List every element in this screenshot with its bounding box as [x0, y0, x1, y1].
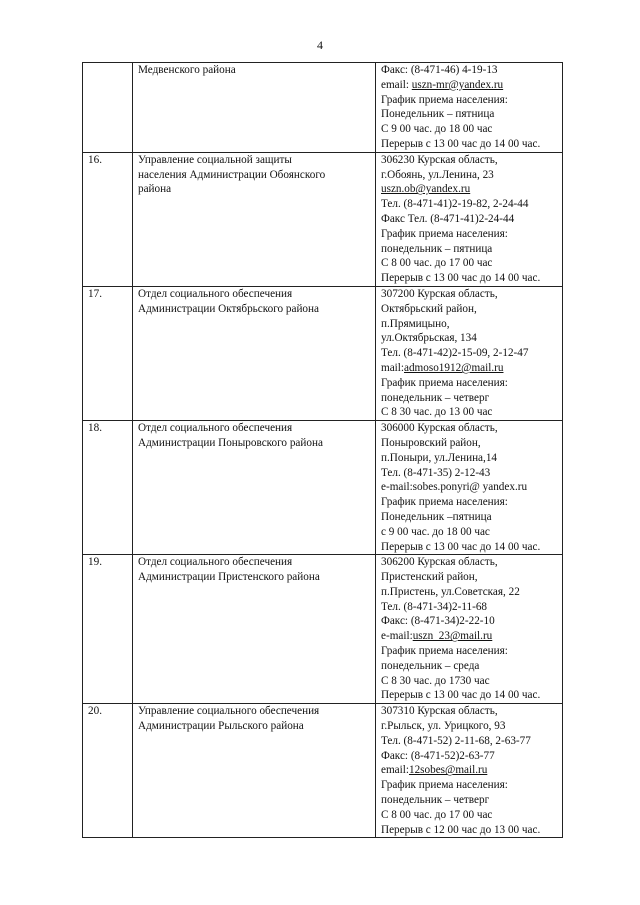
contact-line: п.Поныри, ул.Ленина,14	[381, 451, 498, 464]
office-name	[133, 704, 376, 838]
contact-line: Понедельник –пятница	[381, 510, 492, 523]
contact-line: Факс: (8-471-46) 4-19-13	[381, 64, 498, 76]
offices-table	[82, 62, 563, 838]
contact-line: 306230 Курская область,	[381, 153, 498, 166]
email-link[interactable]: uszn-mr@yandex.ru	[411, 78, 504, 91]
contact-line: понедельник – пятница	[381, 242, 493, 255]
contact-line: График приема населения:	[381, 645, 508, 658]
contact-line: e-mail:sobes.ponyri@ yandex.ru	[381, 481, 528, 494]
contact-line: С 8 30 час. до 1730 час	[381, 674, 490, 687]
contact-line: 306000 Курская область,	[381, 422, 498, 435]
contact-line: С 8 30 час. до 13 00 час	[381, 406, 493, 419]
contact-line: п.Прямицыно,	[381, 317, 450, 330]
row-number: 19.	[83, 555, 133, 704]
office-name	[133, 152, 376, 286]
contact-line: п.Пристень, ул.Советская, 22	[381, 585, 520, 598]
contact-line: Пристенский район,	[381, 571, 478, 584]
contact-line: понедельник – среда	[381, 659, 480, 672]
contact-line: Факс: (8-471-52)2-63-77	[381, 749, 495, 762]
office-name-line: Администрации Октябрьского района	[138, 302, 319, 315]
row-number	[83, 63, 133, 153]
offices-table-body	[83, 63, 563, 838]
email-line	[381, 361, 559, 376]
office-contacts	[376, 286, 563, 420]
office-name-line: Медвенского района	[138, 64, 236, 76]
email-link[interactable]: uszn.ob@yandex.ru	[381, 183, 471, 196]
contact-line: Октябрьский район,	[381, 302, 477, 315]
contact-line: Тел. (8-471-41)2-19-82, 2-24-44	[381, 198, 529, 211]
row-number: 20.	[83, 704, 133, 838]
office-contacts	[376, 704, 563, 838]
office-name-line: Администрации Поныровского района	[138, 436, 323, 449]
office-name-line: Отдел социального обеспечения	[138, 556, 293, 569]
office-name	[133, 286, 376, 420]
office-contacts	[376, 421, 563, 555]
email-label: e-mail:	[381, 630, 413, 643]
contact-line: Поныровский район,	[381, 436, 481, 449]
contact-line: ул.Октябрьская, 134	[381, 332, 477, 345]
contact-line: понедельник – четверг	[381, 794, 490, 807]
row-number: 17.	[83, 286, 133, 420]
contact-line: Тел. (8-471-52) 2-11-68, 2-63-77	[381, 734, 531, 747]
row-number: 18.	[83, 421, 133, 555]
contact-line: Перерыв с 12 00 час до 13 00 час.	[381, 823, 541, 836]
table-row	[83, 152, 563, 286]
email-line	[381, 182, 559, 197]
office-name	[133, 555, 376, 704]
table-row	[83, 421, 563, 555]
office-name-line: района	[138, 183, 172, 196]
email-line	[381, 78, 559, 93]
contact-line: Тел. (8-471-35) 2-12-43	[381, 466, 491, 479]
table-row	[83, 555, 563, 704]
email-line	[381, 629, 559, 644]
table-row	[83, 63, 563, 153]
contact-line: График приема населения:	[381, 227, 508, 240]
table-row	[83, 704, 563, 838]
office-name-line: Отдел социального обеспечения	[138, 287, 293, 300]
email-label: email:	[381, 78, 412, 91]
office-contacts	[376, 152, 563, 286]
email-line	[381, 763, 559, 778]
email-link[interactable]: uszn_23@mail.ru	[412, 630, 493, 643]
contact-line: г.Рыльск, ул. Урицкого, 93	[381, 720, 506, 733]
contact-line: 307200 Курская область,	[381, 287, 498, 300]
contact-line: 307310 Курская область,	[381, 705, 498, 718]
email-label: email:	[381, 764, 409, 777]
contact-line: Факс: (8-471-34)2-22-10	[381, 615, 495, 628]
office-name-line: населения Администрации Обоянского	[138, 168, 326, 181]
contact-line: График приема населения:	[381, 93, 508, 106]
office-name-line: Управление социального обеспечения	[138, 705, 320, 718]
office-name-line: Администрации Рыльского района	[138, 720, 304, 733]
contact-line: Перерыв с 13 00 час до 14 00 час.	[381, 689, 541, 702]
contact-line: График приема населения:	[381, 779, 508, 792]
contact-line: С 8 00 час. до 17 00 час	[381, 808, 493, 821]
contact-line: Факс Тел. (8-471-41)2-24-44	[381, 212, 515, 225]
office-contacts	[376, 63, 563, 153]
office-contacts	[376, 555, 563, 704]
contact-line: Перерыв с 13 00 час до 14 00 час.	[381, 272, 541, 285]
office-name-line: Администрации Пристенского района	[138, 571, 320, 584]
contact-line: Тел. (8-471-34)2-11-68	[381, 600, 488, 613]
contact-line: понедельник – четверг	[381, 391, 490, 404]
table-row	[83, 286, 563, 420]
page-number: 4	[317, 38, 323, 52]
contact-line: Тел. (8-471-42)2-15-09, 2-12-47	[381, 347, 529, 360]
contact-line: С 8 00 час. до 17 00 час	[381, 257, 493, 270]
contact-line: График приема населения:	[381, 376, 508, 389]
contact-line: График приема населения:	[381, 496, 508, 509]
contact-line: С 9 00 час. до 18 00 час	[381, 123, 493, 136]
email-link[interactable]: admoso1912@mail.ru	[404, 361, 504, 374]
office-name-line: Управление социальной защиты	[138, 153, 292, 166]
contact-line: г.Обоянь, ул.Ленина, 23	[381, 168, 494, 181]
contact-line: Понедельник – пятница	[381, 108, 495, 121]
contact-line: 306200 Курская область,	[381, 556, 498, 569]
contact-line: Перерыв с 13 00 час до 14 00 час.	[381, 540, 541, 553]
contact-line: Перерыв с 13 00 час до 14 00 час.	[381, 137, 541, 150]
row-number: 16.	[83, 152, 133, 286]
contact-line: с 9 00 час. до 18 00 час	[381, 525, 490, 538]
email-label: mail:	[381, 361, 404, 374]
office-name	[133, 421, 376, 555]
email-link[interactable]: 12sobes@mail.ru	[408, 764, 488, 777]
office-name-line: Отдел социального обеспечения	[138, 422, 293, 435]
office-name	[133, 63, 376, 153]
